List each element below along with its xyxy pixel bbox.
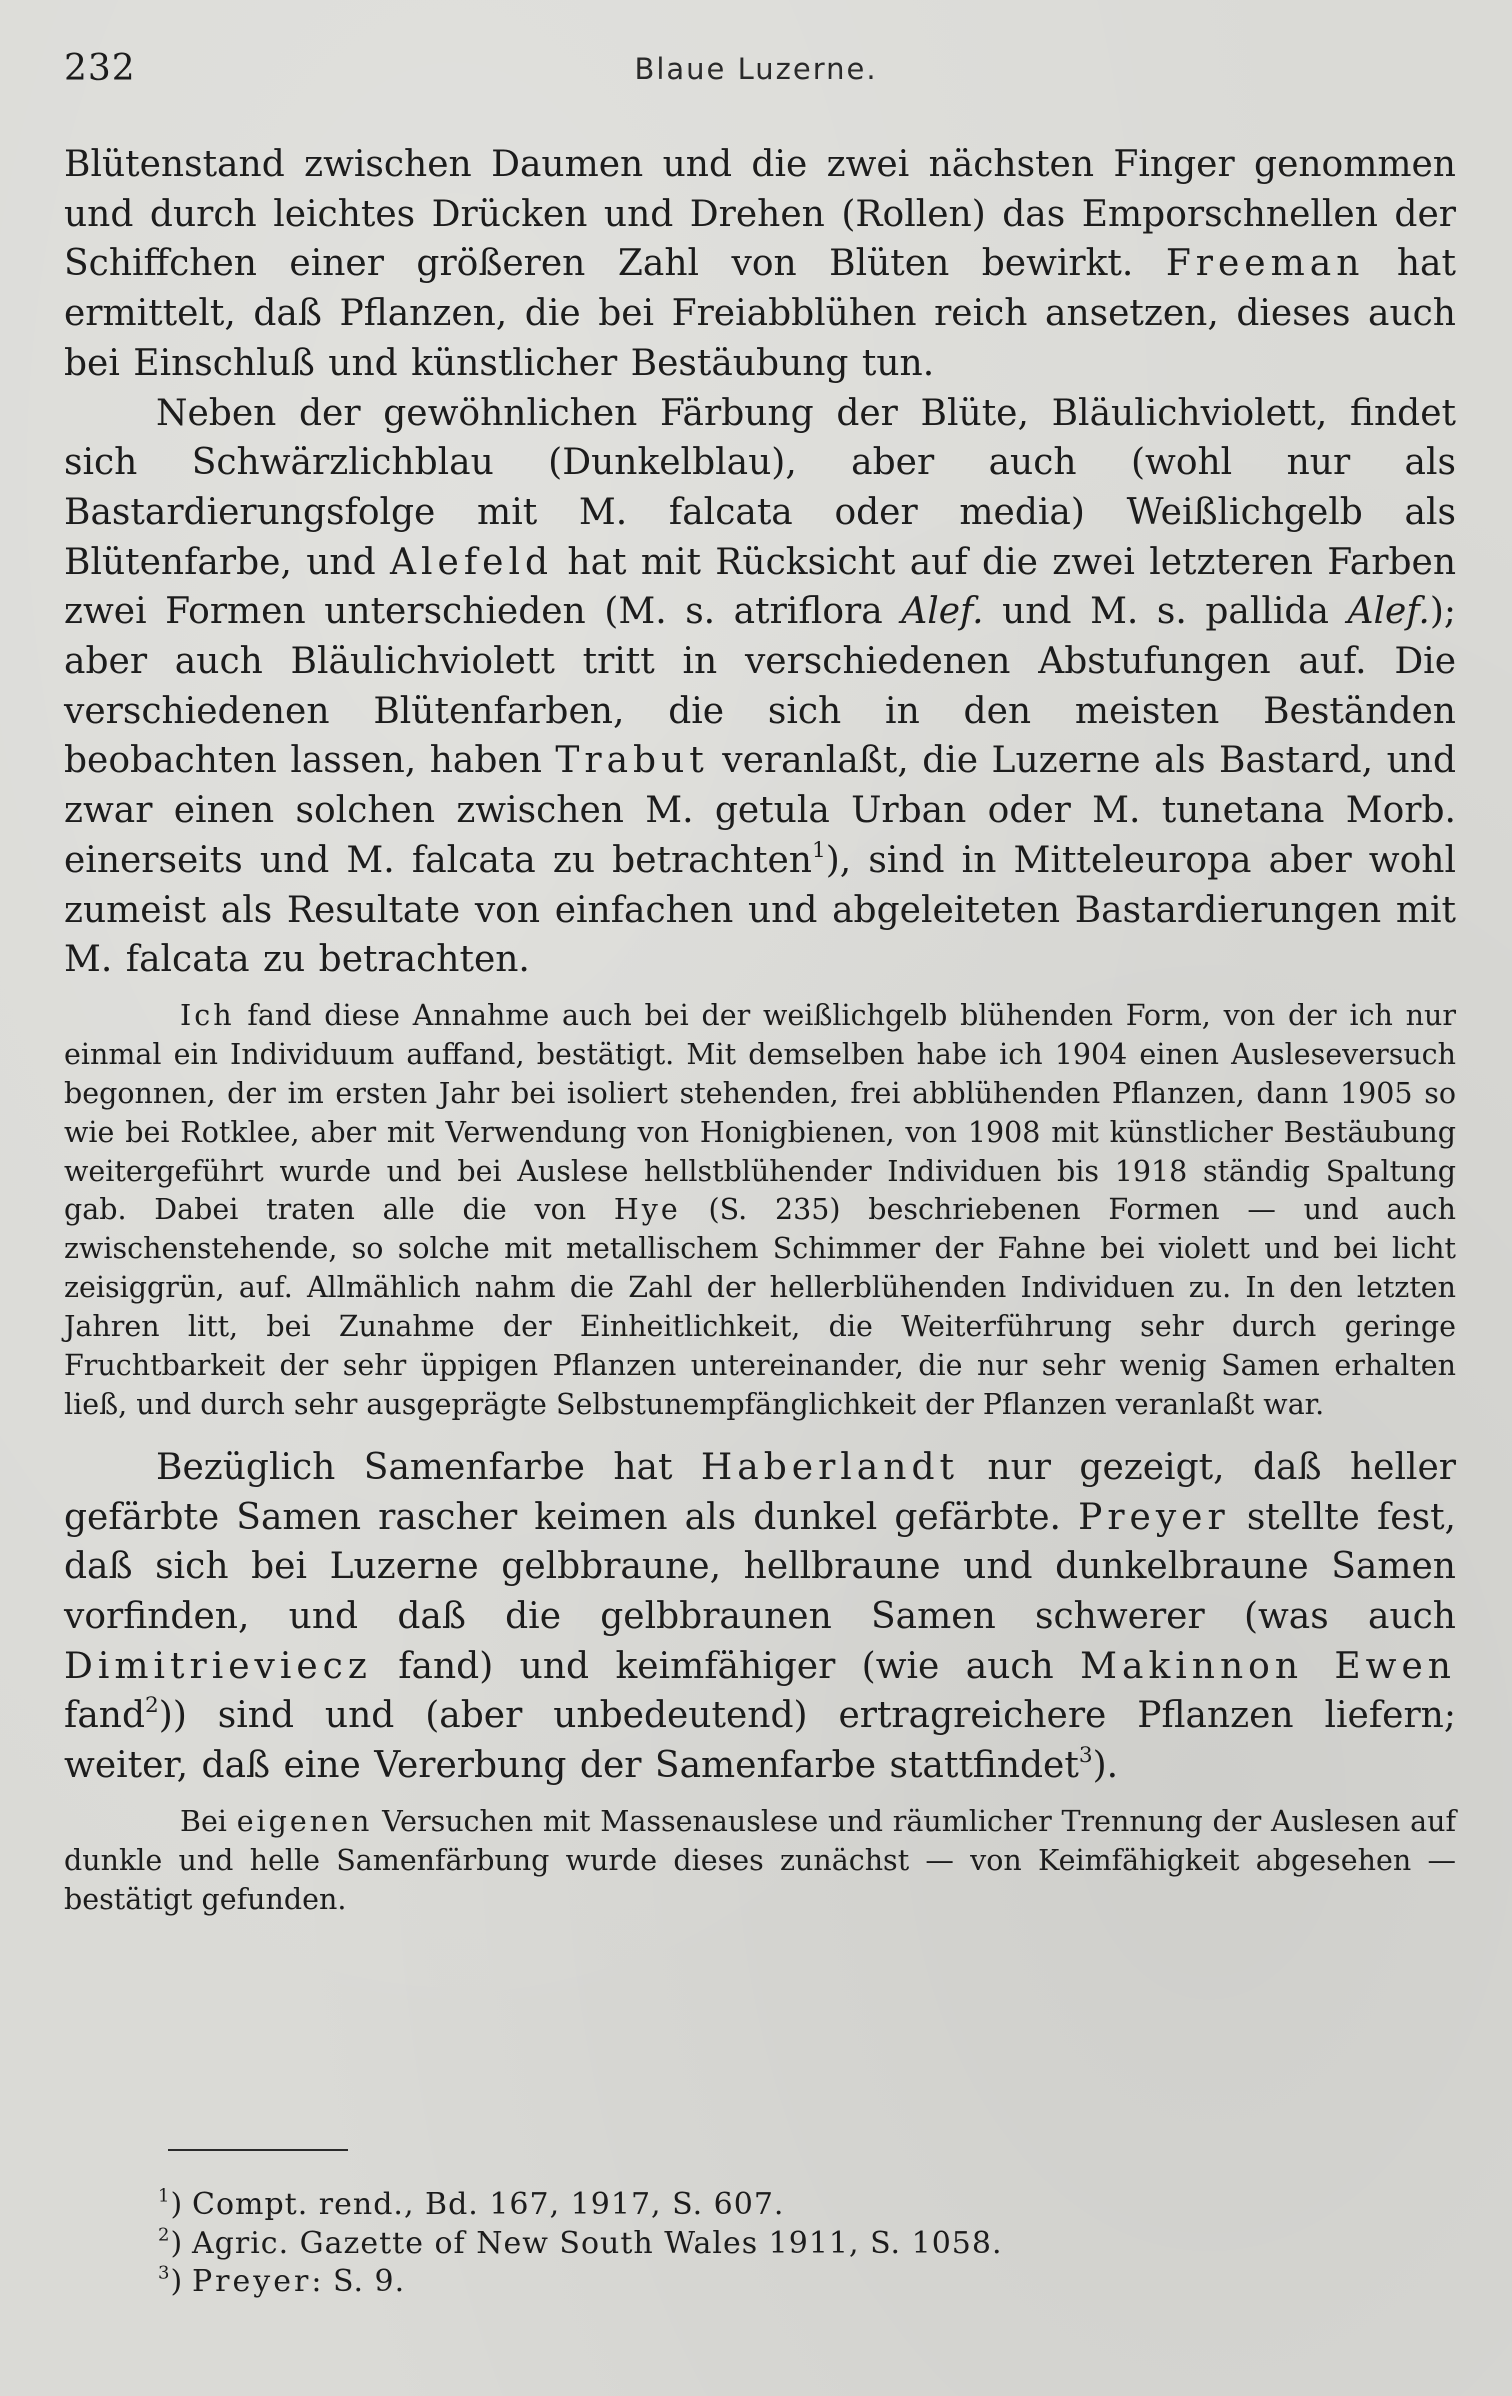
author-name: Alefeld	[390, 541, 554, 583]
paragraph-3	[64, 1443, 1456, 1791]
running-title: Blaue Luzerne.	[634, 52, 878, 86]
text-span: Bei	[180, 1804, 237, 1838]
text-span: (S. 235) beschriebenen Formen — und auch zwischenstehende, so solche mit metallischem Schimmer der Fahne bei violett und bei licht zeisiggrün, auf. Allmählich nahm die Zahl der hellerblühenden Individuen zu. In den letzten Jahren litt, bei Zunahme der Einheitlichkeit, die Weiterführung sehr durch geringe Fruchtbarkeit der sehr üppigen Pflanzen untereinander, die nur sehr wenig Samen erhalten ließ, und durch sehr ausgeprägte Selbstunempfänglichkeit der Pflanzen veranlaßt war.	[64, 1193, 1456, 1422]
author-abbrev: Alef.	[901, 591, 984, 633]
footnote-text: Agric. Gazette of New South Wales 1911, S. 1058.	[192, 2225, 1003, 2261]
text-span: nur gezeigt, daß heller gefärbte Samen rascher keimen als dunkel gefärbte.	[64, 1446, 1456, 1538]
author-name: Dimitrieviecz	[64, 1645, 372, 1687]
author-name: Haberlandt	[700, 1446, 959, 1488]
footnote-text: : S. 9.	[311, 2264, 406, 2299]
footnote-text: Compt. rend., Bd. 167, 1917, S. 607.	[192, 2187, 785, 2222]
author-name: Makinnon Ewen	[1080, 1645, 1456, 1687]
page-header	[64, 48, 1448, 98]
text-span: Neben der gewöhnlichen Färbung der Blüte, Bläulichviolett, findet sich Schwärzlichblau (Dunkelblau), aber auch (wohl nur als Bastardierungsfolge mit M. falcata oder media) Weißlichgelb als Blütenfarbe, und	[64, 392, 1456, 583]
author-abbrev: Alef.	[1347, 591, 1430, 633]
paragraph-2	[64, 389, 1456, 985]
footnote-3: $^3$) Preyer: S. 9.	[158, 2262, 406, 2299]
author-name: Preyer	[192, 2264, 312, 2299]
page-number: 232	[64, 48, 136, 89]
author-name: Preyer	[1078, 1496, 1230, 1538]
author-name: Trabut	[555, 740, 709, 782]
text-span: ), sind in Mitteleuropa aber wohl zumeist als Resultate von einfachen und abgeleiteten Bastardierungen mit M. falcata zu betrachten.	[64, 839, 1456, 981]
footnote-2: $^2$) Agric. Gazette of New South Wales 1911, S. 1058.	[158, 2223, 1003, 2261]
text-span: fand diese Annahme auch bei der weißlichgelb blühenden Form, von der ich nur einmal ein Individuum auffand, bestätigt. Mit demselben habe ich 1904 einen Ausleseversuch begonnen, der im ersten Jahr bei isoliert stehenden, frei abblühenden Pflanzen, dann 1905 so wie bei Rotklee, aber mit Verwendung von Honigbienen, von 1908 mit künstlicher Bestäubung weitergeführt wurde und bei Auslese hellstblühender Individuen bis 1918 ständig Spaltung gab. Dabei traten alle die von	[64, 998, 1456, 1227]
text-span: Bezüglich Samenfarbe hat	[156, 1446, 701, 1488]
text-span: stellte fest, daß sich bei Luzerne gelbbraune, hellbraune und dunkelbraune Samen vorfinden, und daß die gelbbraunen Samen schwerer (was auch	[64, 1496, 1456, 1638]
text-span: )) sind und (aber unbedeutend) ertragreichere Pflanzen liefern; weiter, daß eine Vererbung der Samenfarbe stattfindet	[64, 1695, 1456, 1787]
footnote-mark: 3	[158, 2262, 171, 2284]
small-print-1	[64, 997, 1456, 1425]
text-span: Versuchen mit Massenauslese und räumlicher Trennung der Auslesen auf dunkle und helle Samenfärbung wurde dieses zunächst — von Keimfähigkeit abgesehen — bestätigt gefunden.	[64, 1804, 1456, 1916]
paragraph-1	[64, 140, 1456, 389]
text-span: Ich	[180, 998, 235, 1032]
author-name: Freeman	[1165, 243, 1365, 285]
footnote-ref-1: 1	[811, 837, 826, 863]
text-span: ).	[1092, 1745, 1119, 1787]
main-text	[64, 140, 1456, 1920]
author-name: Hye	[613, 1193, 681, 1227]
text-span: hat ermittelt, daß Pflanzen, die bei Freiabblühen reich ansetzen, dieses auch bei Einschluß und künstlicher Bestäubung tun.	[64, 243, 1456, 384]
footnote-mark: 2	[158, 2223, 171, 2245]
small-print-2	[64, 1803, 1456, 1920]
text-span: und M. s. pallida	[983, 591, 1348, 633]
footnote-ref-2: 2	[145, 1693, 159, 1719]
text-span: ); aber auch Bläulichviolett tritt in verschiedenen Abstufungen auf. Die verschiedenen Blütenfarben, die sich in den meisten Beständen beobachten lassen, haben	[64, 591, 1456, 782]
emphasis: eigenen	[236, 1804, 373, 1838]
text-span: Blütenstand zwischen Daumen und die zwei nächsten Finger genommen und durch leichtes Drücken und Drehen (Rollen) das Emporschnellen der Schiffchen einer größeren Zahl von Blüten bewirkt.	[64, 144, 1456, 285]
text-span: fand	[64, 1695, 146, 1737]
text-span: hat mit Rücksicht auf die zwei letzteren Farben zwei Formen unterschieden (M. s. atriflora	[64, 541, 1457, 633]
text-span: fand) und keimfähiger (wie auch	[371, 1645, 1081, 1687]
footnote-divider	[168, 2149, 348, 2151]
footnote-mark: 1	[158, 2185, 171, 2207]
spacer	[64, 1425, 1456, 1443]
text-span: veranlaßt, die Luzerne als Bastard, und zwar einen solchen zwischen M. getula Urban oder M. tunetana Morb. einerseits und M. falcata zu betrachten	[64, 740, 1456, 881]
footnote-ref-3: 3	[1078, 1743, 1093, 1769]
footnote-1: $^1$) Compt. rend., Bd. 167, 1917, S. 607.	[158, 2185, 785, 2222]
footnotes	[158, 2186, 1448, 2302]
